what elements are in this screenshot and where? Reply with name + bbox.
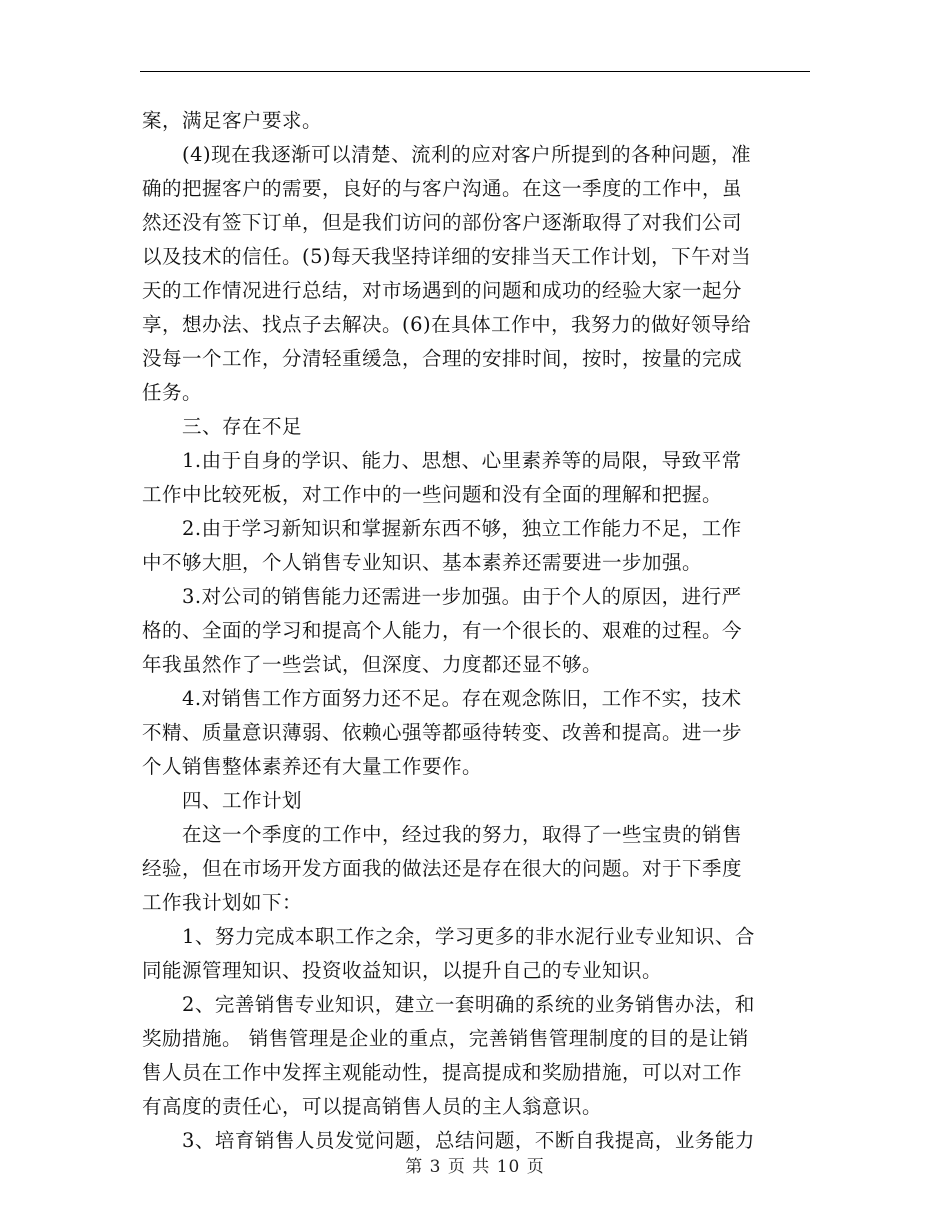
text-line: 年我虽然作了一些尝试，但深度、力度都还显不够。 [142,653,603,676]
text-line: 在这一个季度的工作中，经过我的努力，取得了一些宝贵的销售 [142,823,743,846]
text-line: 3.对公司的销售能力还需进一步加强。由于个人的原因，进行严 [142,585,742,608]
text-line: 不精、质量意识薄弱、依赖心强等都亟待转变、改善和提高。进一步 [142,721,743,744]
text-line: 个人销售整体素养还有大量工作要作。 [142,755,483,778]
page-number-footer: 第 3 页 共 10 页 [405,1157,545,1177]
text-line: 2、完善销售专业知识，建立一套明确的系统的业务销售办法，和 [142,993,755,1016]
text-line: 工作中比较死板，对工作中的一些问题和没有全面的理解和把握。 [142,483,723,506]
text-line: 确的把握客户的需要，良好的与客户沟通。在这一季度的工作中，虽 [142,177,743,200]
section-heading: 三、存在不足 [142,415,303,438]
text-line: 1.由于自身的学识、能力、思想、心里素养等的局限，导致平常 [142,449,742,472]
text-line: 1、努力完成本职工作之余，学习更多的非水泥行业专业知识、合 [142,925,755,948]
text-line: 天的工作情况进行总结，对市场遇到的问题和成功的经验大家一起分 [142,279,743,302]
document-body [142,104,812,1158]
text-line: 以及技术的信任。(5)每天我坚持详细的安排当天工作计划，下午对当 [142,245,752,268]
text-line: 售人员在工作中发挥主观能动性，提高提成和奖励措施，可以对工作 [142,1061,743,1084]
text-line: 案，满足客户要求。 [142,109,323,132]
text-line: 同能源管理知识、投资收益知识，以提升自己的专业知识。 [142,959,663,982]
text-line: (4)现在我逐渐可以清楚、流利的应对客户所提到的各种问题，准 [142,143,752,166]
text-line: 没每一个工作，分清轻重缓急，合理的安排时间，按时，按量的完成 [142,347,743,370]
text-line: 2.由于学习新知识和掌握新东西不够，独立工作能力不足，工作 [142,517,742,540]
text-line: 任务。 [142,381,203,404]
text-line: 经验，但在市场开发方面我的做法还是存在很大的问题。对于下季度 [142,857,743,880]
text-line: 中不够大胆，个人销售专业知识、基本素养还需要进一步加强。 [142,551,703,574]
text-line: 工作我计划如下： [142,891,303,914]
text-line: 然还没有签下订单，但是我们访问的部份客户逐渐取得了对我们公司 [142,211,743,234]
text-line: 奖励措施。 销售管理是企业的重点，完善销售管理制度的目的是让销 [142,1027,749,1050]
text-line: 格的、全面的学习和提高个人能力，有一个很长的、艰难的过程。今 [142,619,743,642]
header-rule [140,71,810,72]
text-line: 有高度的责任心，可以提高销售人员的主人翁意识。 [142,1095,603,1118]
text-line: 4.对销售工作方面努力还不足。存在观念陈旧，工作不实，技术 [142,687,742,710]
section-heading: 四、工作计划 [142,789,303,812]
text-line: 3、培育销售人员发觉问题，总结问题，不断自我提高，业务能力 [142,1129,755,1152]
text-line: 享，想办法、找点子去解决。(6)在具体工作中，我努力的做好领导给 [142,313,752,336]
